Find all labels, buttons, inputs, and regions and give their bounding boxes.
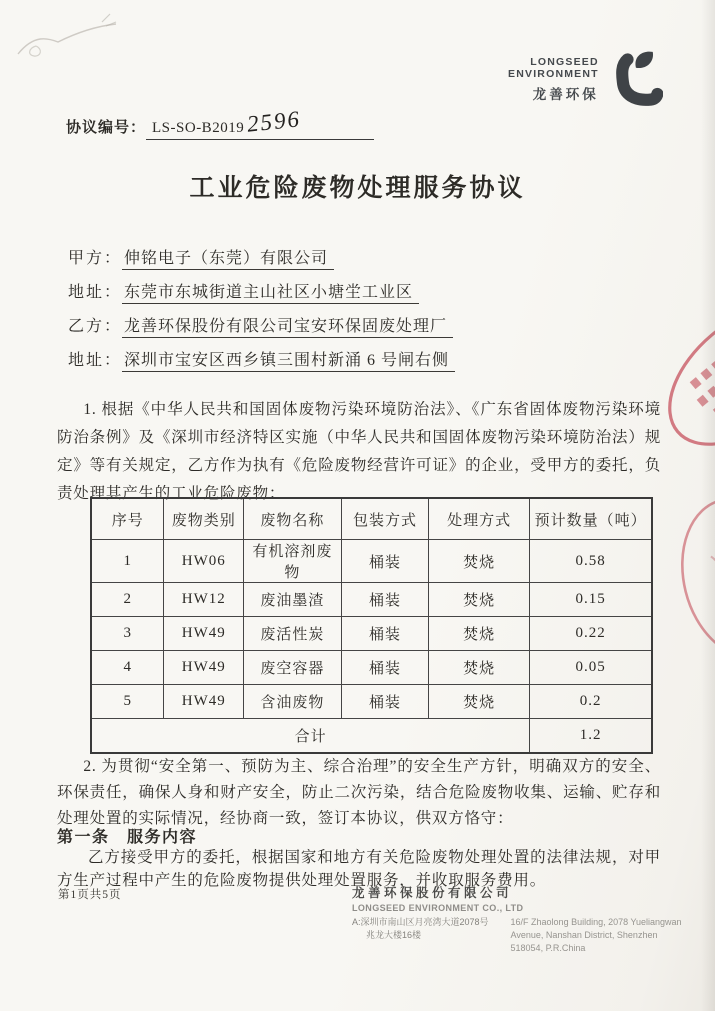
waste-table-total-row [91, 719, 652, 754]
header-cell-name: 废物名称 [244, 498, 342, 540]
document-title: 工业危险废物处理服务协议 [189, 175, 526, 202]
party-label: 地址： [68, 284, 123, 301]
section-1-heading: 第一条 服务内容 [57, 829, 198, 846]
waste-table [90, 497, 653, 754]
party-line-yifang-address [68, 348, 455, 382]
footer-company-block [352, 883, 682, 955]
footer-address-en-line1: 16/F Zhaolong Building, 2078 Yueliangwan [510, 917, 682, 927]
total-value-cell: 1.2 [530, 719, 652, 754]
cell-treatment: 焚烧 [429, 651, 530, 685]
cell-packaging: 桶装 [341, 617, 429, 651]
header-cell-index: 序号 [91, 498, 164, 540]
footer-company-name-en: LONGSEED ENVIRONMENT CO., LTD [352, 903, 524, 913]
cell-index: 1 [91, 540, 164, 583]
footer-address-en-line3: 518054, P.R.China [510, 943, 586, 953]
cell-name: 废油墨渣 [244, 583, 342, 617]
party-value: 龙善环保股份有限公司宝安环保固废处理厂 [122, 318, 453, 338]
waste-table-row [91, 685, 652, 719]
party-line-yifang [68, 314, 455, 348]
cell-category: HW49 [164, 651, 244, 685]
party-label: 地址： [68, 352, 123, 369]
logo-line-cn: 龙善环保 [532, 86, 599, 102]
cell-treatment: 焚烧 [429, 583, 530, 617]
pencil-scribble-mark [6, 4, 136, 84]
party-line-jiafang-address [68, 280, 455, 314]
footer-addresses [352, 916, 682, 955]
cell-name: 废活性炭 [244, 617, 342, 651]
header-cell-packaging: 包装方式 [341, 498, 429, 540]
footer-address-en-line2: Avenue, Nanshan District, Shenzhen [510, 930, 658, 940]
page-number: 第1页共5页 [58, 889, 122, 901]
cell-treatment: 焚烧 [429, 617, 530, 651]
protocol-label: 协议编号： [66, 120, 147, 136]
cell-packaging: 桶装 [341, 651, 429, 685]
cell-index: 5 [91, 685, 164, 719]
cell-index: 4 [91, 651, 164, 685]
protocol-number [146, 106, 374, 140]
leaf-L-logo-icon [607, 48, 663, 110]
waste-table-row [91, 651, 652, 685]
cell-index: 2 [91, 583, 164, 617]
clause-1-paragraph: 1. 根据《中华人民共和国固体废物污染环境防治法》、《广东省固体废物污染环境防治条例》及《深圳市经济特区实施（中华人民共和国固体废物污染环境防治法）规定》等有关规定，乙方作为执有《危险废物经营许可证》的企业，受甲方的委托，负责处理其产生的工业危险废物： [57, 401, 661, 502]
footer-address-cn-line2: 兆龙大楼16楼 [366, 930, 422, 940]
cell-category: HW12 [164, 583, 244, 617]
cell-quantity: 0.15 [530, 583, 652, 617]
waste-table-row [91, 583, 652, 617]
party-value: 深圳市宝安区西乡镇三围村新涌 6 号闸右侧 [122, 352, 455, 372]
cell-category: HW49 [164, 685, 244, 719]
cell-index: 3 [91, 617, 164, 651]
waste-table-row [91, 540, 652, 583]
footer-address-cn [352, 916, 489, 955]
cell-treatment: 焚烧 [429, 685, 530, 719]
protocol-handwritten-number: 2596 [245, 106, 303, 137]
header-cell-treatment: 处理方式 [429, 498, 530, 540]
waste-table-header-row [91, 498, 652, 540]
company-logo [508, 48, 663, 110]
party-line-jiafang [68, 246, 455, 280]
protocol-number-line [66, 106, 374, 140]
logo-wordmark [508, 56, 599, 103]
footer-address-cn-line1: A:深圳市南山区月亮湾大道2078号 [352, 917, 489, 927]
protocol-printed-number: LS-SO-B2019 [152, 120, 245, 136]
party-info-block [68, 246, 455, 382]
red-stamp-bottom-icon [655, 488, 715, 668]
cell-quantity: 0.58 [530, 540, 652, 583]
cell-quantity: 0.2 [530, 685, 652, 719]
cell-quantity: 0.05 [530, 651, 652, 685]
header-cell-category: 废物类别 [164, 498, 244, 540]
waste-table-row [91, 617, 652, 651]
cell-packaging: 桶装 [341, 583, 429, 617]
clause-2-paragraph: 2. 为贯彻“安全第一、预防为主、综合治理”的安全生产方针，明确双方的安全、环保责任，确保人身和财产安全，防止二次污染，结合危险废物收集、运输、贮存和处理处置的实际情况，经协商一致，签订本协议，供双方恪守： [57, 758, 661, 827]
cell-category: HW49 [164, 617, 244, 651]
cell-packaging: 桶装 [341, 685, 429, 719]
party-label: 乙方： [68, 318, 123, 335]
cell-quantity: 0.22 [530, 617, 652, 651]
total-label-cell: 合计 [91, 719, 530, 754]
section-1-body: 乙方接受甲方的委托，根据国家和地方有关危险废物处理处置的法律法规，对甲方生产过程中产生的危险废物提供处理处置服务，并收取服务费用。 [57, 849, 661, 889]
party-value: 伸铭电子（东莞）有限公司 [122, 250, 334, 270]
logo-line-en1: LONGSEED [530, 55, 599, 68]
cell-treatment: 焚烧 [429, 540, 530, 583]
footer-company-name-cn: 龙善环保股份有限公司 [352, 886, 513, 900]
cell-name: 废空容器 [244, 651, 342, 685]
cell-packaging: 桶装 [341, 540, 429, 583]
cell-name: 含油废物 [244, 685, 342, 719]
header-cell-quantity: 预计数量（吨） [530, 498, 652, 540]
cell-category: HW06 [164, 540, 244, 583]
logo-line-en2: ENVIRONMENT [508, 67, 599, 80]
footer-address-en [511, 916, 682, 955]
party-label: 甲方： [68, 250, 123, 267]
cell-name: 有机溶剂废物 [244, 540, 342, 583]
party-value: 东莞市东城街道主山社区小塘坣工业区 [122, 284, 419, 304]
